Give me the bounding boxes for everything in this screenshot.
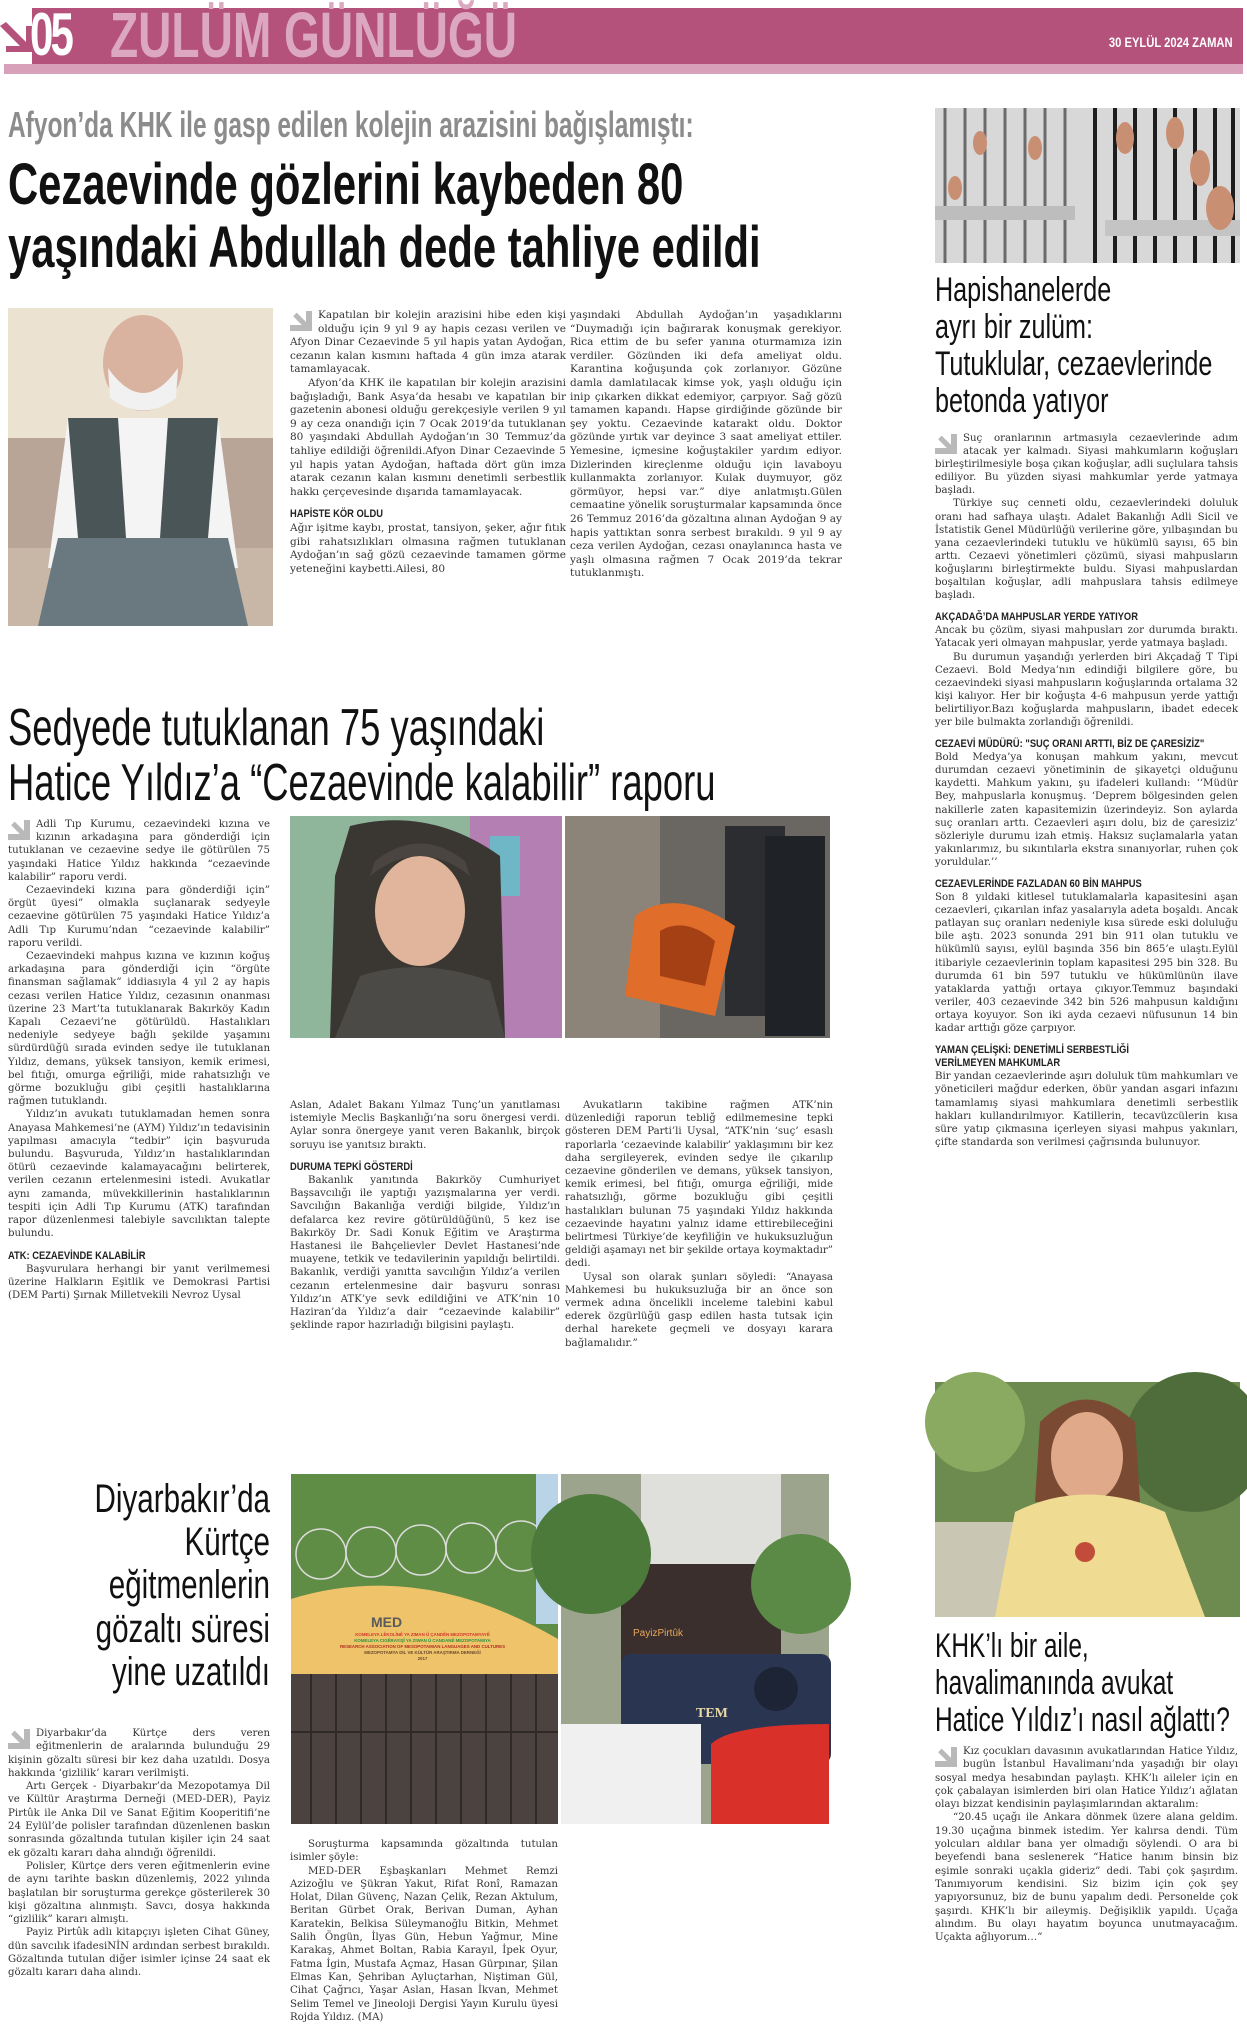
brand-name: ZAMAN	[1192, 34, 1233, 50]
elderly-man-photo	[8, 308, 273, 626]
article2-paragraph: Türkiye suç cenneti oldu, cezaevlerindeki doluluk oranı had safhaya ulaştı. Adalet Bakanlığı Adli Sicil ve İstatistik Genel Müdürlüğü verilerine göre, yılbaşından bu yana cezaevlerindeki tutuklu ve hükümlü sayısı, 65 bin arttı. Cezaevi yönetimleri çözümü, siyasi mahpusların koğuşlarını birleştirmekte buldu. Siyasi mahpuslardan boşaltılan koğuşlar, adli mahpuslara tahsis edilmeye başladı.	[935, 498, 1238, 602]
article2-headline-line4: betonda yatıyor	[935, 382, 1109, 420]
article3-headline-line1: Sedyede tutuklanan 75 yaşındaki	[8, 699, 545, 757]
payiz-pirtuk-raid-photo	[561, 1474, 829, 1824]
sign-text-line: RESEARCH ASSOCIATION OF MESOPOTAMIAN LANGUAGES AND CULTURES	[339, 1644, 506, 1649]
article4-paragraph: Artı Gerçek - Diyarbakır’da Mezopotamya Dil ve Kültür Araştırma Derneği (MED-DER), Payiz Pirtûk ile Anka Dil ve Sanat Eğitim Kooperitifi’ne 24 Eylül’de polisler tarafından düzenlenen baskın sonrasında gözaltında tutulan kişiler için 24 saat ek gözaltı kararı daha alındığı öğrenildi.	[8, 1781, 270, 1859]
article5-paragraph: “20.45 uçağı ile Ankara dönmek üzere alana geldim. 19.30 uçağına binmek istedim. Yer kalırsa dendi. Tüm yolcuları aldılar bana yer olmadığı söylendi. O ara bi beyefendi bana seslenerek “Hatice hanım binsin biz eşimle sonraki uçakla gideriz” dedi. Tabi çok şaşırdım. Tanımıyorum kendisini. Siz bizim için çok şey yapıyorsunuz, biz de bunu yapalım dedi. Personelde çok şaşırdı. KHK’lı bir aileymiş. Değişiklik yapıldı. Uçağa alındım. Bu olayı hayatım boyunca unutmayacağım. Uçakta ağlıyorum…”	[935, 1812, 1238, 1944]
article2-paragraph: Son 8 yıldaki kitlesel tutuklamalarla kapasitesini aşan cezaevleri, çıkarılan infaz yasalarıyla adeta boşaldı. Ancak patlayan suç oranları nedeniyle kısa sürede eski doluluğu bile aştı. 2023 sonunda 291 bin 911 olan tutuklu ve hükümlü sayısı, eylül başında 356 bin 865’e ulaştı.Eylül itibariyle cezaevlerinin toplam kapasitesi 295 bin 328. Bu durumda 61 bin 597 tutuklu ve hükümlünün ilave yataklarda yattığı ortaya çıkıyor.Temmuz başındaki veriler, 403 cezaevinde 342 bin 526 mahpusun kaldığını ortaya koyuyor. Son iki ayda cezaevi nüfusunun 14 bin kadar arttığı göze çarpıyor.	[935, 892, 1238, 1035]
article1-column1	[290, 309, 566, 576]
lawyer-hatice-yildiz-photo	[935, 1382, 1240, 1617]
article2-headline-line1: Hapishanelerde	[935, 271, 1112, 309]
lead-arrow-icon	[290, 311, 312, 331]
article1-subhead: HAPİSTE KÖR OLDU	[290, 508, 383, 521]
article2-subhead: AKÇADAĞ’DA MAHPUSLAR YERDE YATIYOR	[935, 611, 1138, 624]
article4-headline-line2: Kürtçe	[184, 1520, 270, 1565]
article5-headline-line3: Hatice Yıldız’ı nasıl ağlattı?	[935, 1701, 1230, 1739]
article5-body	[935, 1745, 1238, 1944]
article4-headline-line4: gözaltı süresi	[95, 1606, 270, 1651]
article4-paragraph: Payiz Pirtûk adlı kitapçıyı işleten Cihat Güney, dün savcılık ifadesiNİN ardından serbest bırakıldı. Gözaltında tutulan diğer isimler içinse 24 saat ek gözaltı kararı daha alındı.	[8, 1927, 270, 1979]
article3-subhead: DURUMA TEPKİ GÖSTERDİ	[290, 1160, 413, 1173]
article4-headline-line1: Diyarbakır’da	[94, 1477, 270, 1521]
article1-paragraph: Afyon’da KHK ile kapatılan bir kolejin arazisini bağışladığı, Bank Asya’da hesabı ve kapatılan bir gazetenin abonesi olduğu gerekçesiyle verilen 9 yıl 9 ay ceza onandığı için 7 Ocak 2019’da tutuklanan 80 yaşındaki Abdullah Aydoğan’ın 30 Temmuz’da tahliye edildiği öğrenildi.Afyon Dinar Cezaevinde 5 yıl hapis yatan Aydoğan, haftada dört gün imza atarak cezanın kalan kısmını denetimli serbestlik hakkı çerçevesinde dışarıda tamamlayacak.	[290, 376, 566, 498]
article4-paragraph: Polisler, Kürtçe ders veren eğitmenlerin evine de aynı tarihte baskın düzenlemiş, 2022 yılında başlatılan bir soruşturma gerekçe gösterilerek 30 kişi gözaltına alınmıştı. Savcı, dosya hakkında “gizlilik” kararı almıştı.	[8, 1860, 270, 1926]
article3-paragraph: Cezaevindeki mahpus kızına ve kızının koğuş arkadaşına para gönderdiği için “örgüte finansman sağlamak” iddiasıyla 4 yıl 2 ay hapis cezası verilen Hatice Yıldız, cezasının onanması üzerine 23 Mart’ta tutuklanarak Bakırköy Kadın Kapalı Cezaevi’ne götürüldü. Hastalıkları nedeniyle sedyeye bağlı şekilde yaşamını sürdürdüğü sırada evinden sedye ile tutuklanan Yıldız, demans, yüksek tansiyon, kemik erimesi, bel fıtığı, omurga eğriliği, mide rahatsızlığı ve görme bozukluğu gibi çeşitli hastalıklarına rağmen tutuklandı.	[8, 951, 270, 1108]
section-arrow-icon	[4, 8, 32, 64]
article2-body	[935, 432, 1238, 1149]
article1-paragraph: yaşındaki Abdullah Aydoğan’ın yaşadıklarını “Duymadığı için bağırarak konuşmak gerekiyor. Rica ettim de bu sefer yanına oturmamıza izin verdiler. Gözünden iki defa ameliyat oldu. Karantina koğuşunda çok zorlanıyor. Gözüne damla damlatılacak kimse yok, yaşlı olduğu için inip çıkarken dikkat edemiyor, çarpıyor. Sağ gözü tamamen kapandı. Hapse girdiğinde gözünde bir şey yoktu. Cezaevinde katarakt oldu. Doktor gözünde yırtık var deyince 3 saat ameliyat ettiler. Yemesine, içmesine koğuştakiler yardım ediyor. Dizlerinden kireçlenme olduğu için lavaboyu kullanmakta zorlanıyor. Kulak duymuyor, göz görmüyor, hepsi var.” diye anlatmıştı.Gülen cemaatine yönelik soruşturmalar kapsamında önce 26 Temmuz 2016’da gözaltına alınan Aydoğan 9 ay hapis yattıktan sonra serbest bırakıldı. 9 yıl 9 ay ceza verilen Aydoğan, cezası onaylanınca hasta ve yaşlı olmasına rağmen 7 Ocak 2019’da tekrar tutuklanmıştı.	[570, 309, 842, 580]
article2-headline-line2: ayrı bir zulüm:	[935, 308, 1093, 346]
article3-headline-line2: Hatice Yıldız’a “Cezaevinde kalabilir” raporu	[8, 754, 716, 812]
article2-paragraph: Ancak bu çözüm, siyasi mahpusları zor durumda bıraktı. Yatacak yeri olmayan mahpuslar, yerde yatmaya başladı.	[935, 625, 1238, 650]
article5-headline-line2: havalimanında avukat	[935, 1664, 1174, 1702]
article1-paragraph: Ağır işitme kaybı, prostat, tansiyon, şeker, ağır fıtık gibi rahatsızlıkları olmasına rağmen tutuklanan Aydoğan’ın sağ gözü cezaevinde tamamen görme yeteneğini kaybetti.Ailesi, 80	[290, 521, 566, 575]
article4-paragraph: Diyarbakır’da Kürtçe ders veren eğitmenlerin de aralarında bulunduğu 29 kişinin gözaltı süresi bir kez daha uzatıldı. Dosya hakkında ‘gizlilik’ kararı verilmişti.	[8, 1728, 270, 1779]
sign-text-line: KOMELEYA LÊKOLÎNÊ YA ZIMAN Û ÇANDÊN MEZOPOTAMYAYÊ	[355, 1632, 490, 1637]
lead-arrow-icon	[8, 1729, 30, 1749]
hatice-yildiz-elderly-photo	[290, 816, 562, 1038]
article2-subhead: YAMAN ÇELİŞKİ: DENETİMLİ SERBESTLİĞİ	[935, 1044, 1129, 1057]
med-der-gate-photo	[291, 1474, 558, 1824]
lead-arrow-icon	[935, 1747, 957, 1767]
page-number: 05	[30, 1, 72, 68]
article3-paragraph: Adli Tıp Kurumu, cezaevindeki kızına ve kızının arkadaşına para gönderdiği için tutuklanan ve cezaevine sedye ile götürülen 75 yaşındaki Hatice Yıldız hakkında “cezaevinde kalabilir” raporu verdi.	[8, 819, 270, 883]
article2-paragraph: Bold Medya’ya konuşan mahkum yakını, mevcut durumdan cezaevi yönetiminin de şikayetçi olduğunu kaydetti. Mahkum yakını, şu ifadeleri kullandı: ‘‘Müdür Bey, mahpuslarla konuşmuş. ‘Deprem bölgesinden gelen nakillerle zaten kapasitemizin üzerindeyiz. Son aylarda suç oranları arttı. Cezaevleri aşırı dolu, biz de çaresiziz’ sözleriyle durumu izah etmiş. Haksız suçlamalarla yatan yakınlarımız, bu sıkıntılarla ekstra sınanıyorlar, ruhen çok yoruldular.’’	[935, 752, 1238, 868]
issue-date: 30 EYLÜL 2024	[1109, 34, 1190, 50]
article3-column1	[8, 818, 270, 1302]
prison-bars-photo	[935, 108, 1240, 263]
article2-subhead: VERİLMEYEN MAHKUMLAR	[935, 1057, 1061, 1070]
article2-paragraph: Bu durumun yaşandığı yerlerden biri Akçadağ T Tipi Cezaevi. Bold Medya’nın edindiği bilgilere göre, bu cezaevindeki siyasi mahpusların koğuşlarında ortalama 32 kişi kalıyor. Her bir koğuşta 4-6 mahpusun yerde yattığı belirtiliyor.Bazı koğuşlarda mahpusların, ibadet edecek yer bile bulmakta zorlandığı öğrenildi.	[935, 651, 1238, 728]
vehicle-label-text: TEM	[696, 1706, 728, 1721]
article3-subhead: ATK: CEZAEVİNDE KALABİLİR	[8, 1249, 146, 1262]
article3-paragraph: Cezaevindeki kızına para gönderdiği için” örgüt üyesi” olmakla suçlanarak sedyeyle cezaevine götürülen 75 yaşındaki Hatice Yıldız’a Adli Tıp Kurumu’ndan “cezaevinde kalabilir” raporu verildi.	[8, 885, 270, 949]
article4-paragraph: MED-DER Eşbaşkanları Mehmet Remzi Azizoğlu ve Şükran Yakut, Rifat Ronî, Ramazan Holat, Dilan Güvenç, Nazan Çelik, Rezan Aktulum, Beritan Gürbet Orak, Berivan Duman, Ayhan Karatekin, Belkisa Süleymanoğlu Bitkin, Mehmet Salih Öngün, İlyas Gün, Hebun Yağmur, Mine Karakaş, Ahmet Boltan, Rabia Karayıl, İpek Oyur, Fatma İgin, Mustafa Açmaz, Hasan Gürpınar, Şilan Elmas Kan, Şehriban Ayluçtarhan, Niştiman Gül, Cihat Çağrıcı, Yaşar Aslan, Hasan İkvan, Mehmet Selim Temel ve Jineoloji Dergisi Yayın Kurulu üyesi Rojda Yıldız. (MA)	[290, 1865, 558, 2023]
article1-column2	[570, 309, 842, 581]
article3-column2	[290, 1099, 560, 1332]
article2-headline-line3: Tutuklular, cezaevlerinde	[935, 345, 1213, 383]
issue-dateline	[1109, 34, 1233, 50]
article3-column3	[565, 1099, 833, 1350]
article4-column1	[8, 1727, 270, 1980]
sign-text-line: KOMELEYA CIGÊRAYIŞÎ YA ZIWAN Û CANDANÊ MEZOPOTAMIYA	[354, 1638, 491, 1643]
article5-headline-line1: KHK’lı bir aile,	[935, 1627, 1089, 1665]
article1-kicker: Afyon’da KHK ile gasp edilen kolejin arazisini bağışlamıştı:	[8, 104, 694, 145]
section-title: ZULÜM GÜNLÜĞÜ	[110, 0, 517, 71]
sign-year: 2017	[417, 1656, 428, 1661]
lead-arrow-icon	[935, 434, 957, 454]
article3-paragraph: Yıldız’ın avukatı tutuklamadan hemen sonra Anayasa Mahkemesi’ne (AYM) Yıldız’ın tedavisinin yapılması amacıyla “tedbir” için başvuruda bulundu. Başvuruda, Yıldız’ın hastalıklarından ötürü cezaevinde kalamayacağını belirterek, verilen cezanın ertelenmesini istedi. Avukatlar aynı zamanda, müvekkillerinin hastalıklarının tespiti için Adli Tıp Kurumu (ATK) tarafından rapor düzenlenmesi talebiyle savcılıktan talepte bulundu.	[8, 1109, 270, 1240]
article3-paragraph: Uysal son olarak şunları söyledi: “Anayasa Mahkemesi bu hukuksuzluğa bir an önce son vermek adına öncelikli inceleme talebini kabul ederek özgürlüğü gasp edilen hasta tutsak için derhal harekete geçmeli ve dosyayı karara bağlamalıdır.”	[565, 1271, 833, 1349]
article3-paragraph: Aslan, Adalet Bakanı Yılmaz Tunç’un yanıtlaması istemiyle Meclis Başkanlığı’na soru önergesi verdi. Aylar sonra önergeye yanıt veren Bakanlık, birçok soruyu ise yanıtsız bıraktı.	[290, 1100, 560, 1151]
sign-logo-text: MED	[371, 1614, 403, 1630]
sign-text-line: MEZOPOTAMYA DİL VE KÜLTÜR ARAŞTIRMA DERNEĞİ	[364, 1650, 481, 1655]
article3-paragraph: Avukatların takibine rağmen ATK’nin düzenlediği raporun tebliğ edilmemesine tepki gösteren DEM Parti’li Uysal, “ATK’nin ‘suç’ esaslı raporlarla ‘cezaevinde kalabilir’ yaklaşımını bir kez daha sergileyerek, evinden sedye ile çıkarılıp cezaevine gönderilen ve demans, yüksek tansiyon, kemik erimesi, bel fıtığı, omurga eğriliği, mide rahatsızlığı, görme bozukluğu gibi çeşitli hastalıkları bulunan 75 yaşındaki Yıldız hakkında cezaevinde hayatını yalnız idame ettirebileceğini belirtmesi Türkiye’de keyfiliğin ve hukuksuzluğun geldiği aşamayı net bir şekilde ortaya koymaktadır” dedi.	[565, 1100, 833, 1270]
article4-column2	[290, 1838, 558, 2024]
article1-headline-line1: Cezaevinde gözlerini kaybeden 80	[8, 152, 684, 217]
arrest-scene-photo	[565, 816, 830, 1038]
lead-arrow-icon	[8, 820, 30, 840]
article2-subhead: CEZAEVİ MÜDÜRÜ: "SUÇ ORANI ARTTI, BİZ DE ÇARESİZİZ"	[935, 738, 1205, 751]
article4-headline-line5: yine uzatıldı	[112, 1649, 271, 1694]
article2-subhead: CEZAEVLERİNDE FAZLADAN 60 BİN MAHPUS	[935, 878, 1142, 890]
article3-paragraph: Bakanlık yanıtında Bakırköy Cumhuriyet Başsavcılığı ile yaptığı yazışmalarına yer verdi. Savcılığın Bakanlığa verdiği bilgide, Yıldız’ın defalarca kez revire götürüldüğünü, 5 kez ise Bakırköy Dr. Sadi Konuk Eğitim ve Araştırma Hastanesi ile Bahçelievler Devlet Hastanesi’nde muayene, tetkik ve tedavilerinin yapıldığı belirtildi. Bakanlık, verdiği yanıtta savcılığın Yıldız’a verilen cezanın ertelenmesine dair başvuru sonrası Yıldız’ın ATK’ye sevk edildiğini ve ATK’nin 10 Haziran’da Yıldız’a dair “cezaevinde kalabilir” şeklinde rapor hazırladığı bilgisini paylaştı.	[290, 1175, 560, 1332]
article4-headline	[8, 1478, 270, 1694]
article4-headline-line3: eğitmenlerin	[108, 1563, 271, 1608]
article1-headline-line2: yaşındaki Abdullah dede tahliye edildi	[8, 215, 761, 280]
article2-paragraph: Bir yandan cezaevlerinde aşırı doluluk tüm mahkumları ve yöneticileri mağdur ederken, öbür yandan asgari infazını tamamlamış siyasi mahkumlara denetimli serbestlik hakları kullandırılmıyor. Katillerin, tecavüzcülerin kısa süre yatıp çıkmasına içerleyen siyasi mahpus yakınları, çifte standarda son verilmesi çağrısında bulunuyor.	[935, 1071, 1238, 1148]
article2-paragraph: Suç oranlarının artmasıyla cezaevlerinde adım atacak yer kalmadı. Siyasi mahkumların koğuşları birleştirilmesiyle boşa çıkan koğuşlar, adli suçlulara tahsis ediliyor. Bu yüzden siyasi mahkumlar yerde yatmaya başladı.	[935, 433, 1238, 497]
shop-sign-text: PayizPirtûk	[633, 1628, 684, 1639]
article5-paragraph: Kız çocukları davasının avukatlarından Hatice Yıldız, bugün İstanbul Havalimanı’nda yaşadığı bir olayı sosyal medya hesabından paylaştı. KHK’lı aileler için en çok çabalayan isimlerden biri olan Hatice Yıldız’ı ağlatan olayı bizzat kendisinin paylaşımlarından aktaralım:	[935, 1746, 1238, 1811]
article3-paragraph: Başvurulara herhangi bir yanıt verilmemesi üzerine Halkların Eşitlik ve Demokrasi Partisi (DEM Parti) Şırnak Milletvekili Nevroz Uysal	[8, 1263, 270, 1302]
article1-paragraph: Kapatılan bir kolejin arazisini hibe eden kişi olduğu için 9 yıl 9 ay hapis cezası verilen ve Afyon Dinar Cezaevinde 5 yıl hapis yatan Aydoğan, cezanın kalan kısmını haftada 4 gün imza atarak tamamlayacak.	[290, 309, 566, 376]
article4-paragraph: Soruşturma kapsamında gözaltında tutulan isimler şöyle:	[290, 1839, 558, 1864]
